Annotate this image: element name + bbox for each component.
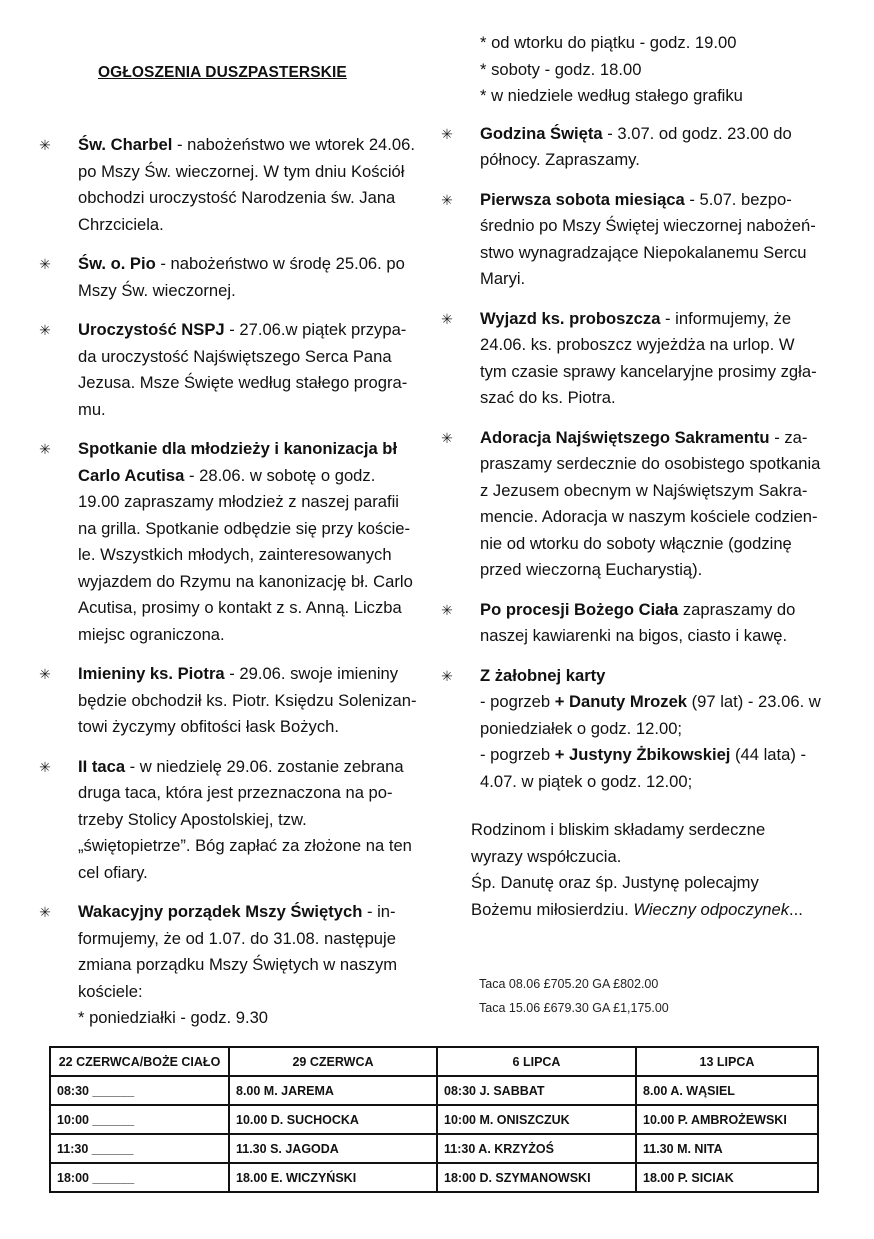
collection-totals [479, 972, 669, 1020]
table-cell: 8.00 M. JAREMA [229, 1076, 437, 1105]
table-row [50, 1163, 818, 1192]
announcement-text: średnio po Mszy Świętej wieczornej nabożeń- [480, 216, 816, 235]
announcement-name-day [38, 661, 430, 741]
announcement-text: Maryi. [480, 269, 526, 288]
announcement-first-saturday [440, 187, 840, 293]
schedule-line: * od wtorku do piątku - godz. 19.00 [480, 33, 737, 52]
announcement-text: Jezusa. Msze Święte według stałego progra- [78, 373, 408, 392]
announcement-heading: Wyjazd ks. proboszcza [480, 308, 661, 328]
announcement-heading: Adoracja Najświętszego Sakramentu [480, 427, 770, 447]
table-cell: 10:00 M. ONISZCZUK [437, 1105, 636, 1134]
announcement-text: - 3.07. od godz. 23.00 do [602, 123, 792, 143]
mass-intentions-table [49, 1046, 819, 1193]
announcement-text: - nabożeństwo w środę 25.06. po [155, 254, 405, 273]
table-header: 29 CZERWCA [229, 1047, 437, 1076]
funeral-text: poniedziałek o godz. 12.00; [480, 718, 683, 738]
announcement-adoration [440, 425, 840, 584]
announcement-text: naszej kawiarenki na bigos, ciasto i kawę. [480, 626, 788, 645]
table-cell: 11:30 A. KRZYŻOŚ [437, 1134, 636, 1163]
asterisk-bullet-icon: ✳ [441, 601, 453, 618]
table-row [50, 1134, 818, 1163]
announcement-funerals [440, 663, 840, 796]
announcement-heading: Wakacyjny porządek Mszy Świętych [78, 902, 363, 921]
condolences-text: Śp. Danutę oraz śp. Justynę polecajmy [471, 873, 759, 892]
announcement-heading: Po procesji Bożego Ciała [480, 599, 679, 619]
table-cell: 8.00 A. WĄSIEL [636, 1076, 818, 1105]
announcement-text: - nabożeństwo we wtorek 24.06. [172, 135, 415, 154]
asterisk-bullet-icon: ✳ [39, 904, 51, 920]
announcement-text: wyjazdem do Rzymu na kanonizację bł. Carlo [78, 571, 413, 591]
announcement-heading: Carlo Acutisa [78, 465, 185, 485]
table-row [50, 1076, 818, 1105]
collection-line: Taca 15.06 £679.30 GA £1,175.00 [479, 1001, 669, 1015]
table-header: 13 LIPCA [636, 1047, 818, 1076]
table-row [50, 1105, 818, 1134]
asterisk-bullet-icon: ✳ [39, 322, 51, 338]
announcement-pastor-leave [440, 306, 840, 412]
table-header-row [50, 1047, 818, 1076]
announcement-text: da uroczystość Najświętszego Serca Pana [78, 346, 392, 366]
table-cell: 11:30 ______ [50, 1134, 229, 1163]
collection-line: Taca 08.06 £705.20 GA £802.00 [479, 977, 659, 991]
condolences-text: Rodzinom i bliskim składamy serdeczne [471, 820, 766, 839]
announcement-text: tym czasie sprawy kancelaryjne prosimy zgła- [480, 361, 817, 381]
announcement-text: Chrzciciela. [78, 214, 164, 234]
announcement-text: - 29.06. swoje imieniny [224, 664, 399, 683]
asterisk-bullet-icon: ✳ [39, 441, 51, 457]
announcement-text: będzie obchodził ks. Piotr. Księdzu Solenizan- [78, 690, 417, 710]
announcement-text: zmiana porządku Mszy Świętych w naszym [78, 955, 398, 974]
announcement-text: mu. [78, 399, 106, 419]
announcement-second-collection [38, 754, 430, 887]
table-cell: 08:30 ______ [50, 1076, 229, 1105]
announcement-nspj [38, 317, 430, 423]
announcement-text: przed wieczorną Eucharystią). [480, 560, 703, 579]
condolences-text: Bożemu miłosierdziu. [471, 899, 634, 919]
announcement-text: po Mszy Św. wieczornej. W tym dniu Kościół [78, 161, 405, 181]
right-column [440, 30, 840, 923]
condolences-prayer: Wieczny odpoczynek [633, 899, 790, 919]
asterisk-bullet-icon: ✳ [441, 667, 453, 684]
funeral-text: (97 lat) - 23.06. w [687, 692, 821, 711]
announcement-text: praszamy serdecznie do osobistego spotkania [480, 454, 821, 473]
table-cell: 18:00 ______ [50, 1163, 229, 1192]
announcement-heading: Spotkanie dla młodzieży i kanonizacja bł [78, 439, 398, 458]
schedule-line: * poniedziałki - godz. 9.30 [78, 1008, 269, 1027]
announcement-text: zapraszamy do [678, 599, 796, 619]
condolences-text: wyrazy współczucia. [471, 846, 622, 866]
announcement-heading: Św. Charbel [78, 135, 173, 154]
asterisk-bullet-icon: ✳ [441, 191, 453, 208]
table-cell: 10.00 P. AMBROŻEWSKI [636, 1105, 818, 1134]
announcement-text: - 5.07. bezpo- [684, 189, 792, 209]
schedule-line: * w niedziele według stałego grafiku [480, 86, 743, 105]
announcement-text: - 27.06.w piątek przypa- [224, 320, 407, 339]
announcement-holy-hour [440, 121, 840, 174]
table-cell: 18:00 D. SZYMANOWSKI [437, 1163, 636, 1192]
condolences-text: ... [789, 899, 803, 919]
announcement-text: obchodzi uroczystość Narodzenia św. Jana [78, 188, 396, 207]
table-header: 22 CZERWCA/BOŻE CIAŁO [50, 1047, 229, 1076]
announcement-text: trzeby Stolicy Apostolskiej, tzw. [78, 809, 307, 829]
funeral-name: + Danuty Mrozek [554, 692, 688, 711]
announcement-text: „świętopietrze”. Bóg zapłać za złożone na ten [78, 836, 412, 855]
funeral-text: 4.07. w piątek o godz. 12.00; [480, 771, 693, 791]
funeral-text: - pogrzeb [480, 692, 555, 711]
announcement-heading: Imieniny ks. Piotra [78, 664, 225, 683]
left-column [38, 132, 430, 1032]
table-cell: 08:30 J. SABBAT [437, 1076, 636, 1105]
page-title: OGŁOSZENIA DUSZPASTERSKIE [98, 64, 347, 81]
announcement-text: - informujemy, że [660, 308, 792, 328]
asterisk-bullet-icon: ✳ [39, 256, 51, 272]
announcement-text: - za- [769, 427, 808, 447]
announcement-text: 19.00 zapraszamy młodzież z naszej parafii [78, 492, 399, 511]
announcement-text: le. Wszystkich młodych, zainteresowanych [78, 545, 392, 564]
announcement-text: - in- [362, 902, 396, 921]
announcement-text: 24.06. ks. proboszcz wyjeżdża na urlop. W [480, 335, 795, 354]
announcement-charbel [38, 132, 430, 238]
announcement-text: Acutisa, prosimy o kontakt z s. Anną. Liczba [78, 598, 402, 617]
summer-schedule-continued [440, 30, 840, 110]
announcement-heading: Godzina Święta [480, 123, 603, 143]
announcement-text: mencie. Adoracja w naszym kościele codzien- [480, 507, 818, 526]
announcement-summer-schedule [38, 899, 430, 1032]
funeral-name: + Justyny Żbikowskiej [554, 745, 731, 764]
table-cell: 18.00 P. SICIAK [636, 1163, 818, 1192]
asterisk-bullet-icon: ✳ [441, 429, 453, 446]
announcement-text: nie od wtorku do soboty włącznie (godzinę [480, 533, 792, 553]
table-header: 6 LIPCA [437, 1047, 636, 1076]
funeral-text: - pogrzeb [480, 745, 555, 764]
announcement-text: na grilla. Spotkanie odbędzie się przy koście- [78, 518, 411, 538]
announcement-text: miejsc ograniczona. [78, 624, 225, 644]
announcement-text: towi życzymy obfitości łask Bożych. [78, 717, 339, 736]
announcement-text: Mszy Św. wieczornej. [78, 280, 236, 300]
announcement-text: stwo wynagradzające Niepokalanemu Sercu [480, 242, 807, 262]
condolences [440, 817, 840, 923]
schedule-line: * soboty - godz. 18.00 [480, 59, 642, 79]
announcement-text: szać do ks. Piotra. [480, 388, 616, 407]
asterisk-bullet-icon: ✳ [441, 125, 453, 142]
announcement-text: kościele: [78, 981, 143, 1001]
announcement-text: - w niedzielę 29.06. zostanie zebrana [125, 756, 404, 776]
table-cell: 10.00 D. SUCHOCKA [229, 1105, 437, 1134]
table-cell: 11.30 M. NITA [636, 1134, 818, 1163]
announcement-heading: Pierwsza sobota miesiąca [480, 189, 685, 209]
table-cell: 18.00 E. WICZYŃSKI [229, 1163, 437, 1192]
announcement-heading: II taca [78, 756, 126, 776]
funeral-text: (44 lata) - [730, 745, 807, 764]
announcement-cafe [440, 597, 840, 650]
announcement-text: cel ofiary. [78, 862, 148, 882]
asterisk-bullet-icon: ✳ [39, 137, 51, 153]
announcement-text: druga taca, która jest przeznaczona na po- [78, 783, 393, 802]
announcement-pio [38, 251, 430, 304]
announcement-youth-meeting [38, 436, 430, 648]
table-cell: 11.30 S. JAGODA [229, 1134, 437, 1163]
table-cell: 10:00 ______ [50, 1105, 229, 1134]
announcement-heading: Św. o. Pio [78, 254, 156, 273]
asterisk-bullet-icon: ✳ [441, 310, 453, 327]
announcement-text: z Jezusem obecnym w Najświętszym Sakra- [480, 480, 808, 500]
announcement-text: formujemy, że od 1.07. do 31.08. następuje [78, 928, 396, 948]
asterisk-bullet-icon: ✳ [39, 758, 51, 775]
announcement-heading: Z żałobnej karty [480, 665, 606, 685]
announcement-text: północy. Zapraszamy. [480, 150, 640, 169]
announcement-heading: Uroczystość NSPJ [78, 320, 225, 339]
asterisk-bullet-icon: ✳ [39, 666, 51, 682]
announcement-text: - 28.06. w sobotę o godz. [184, 465, 376, 485]
